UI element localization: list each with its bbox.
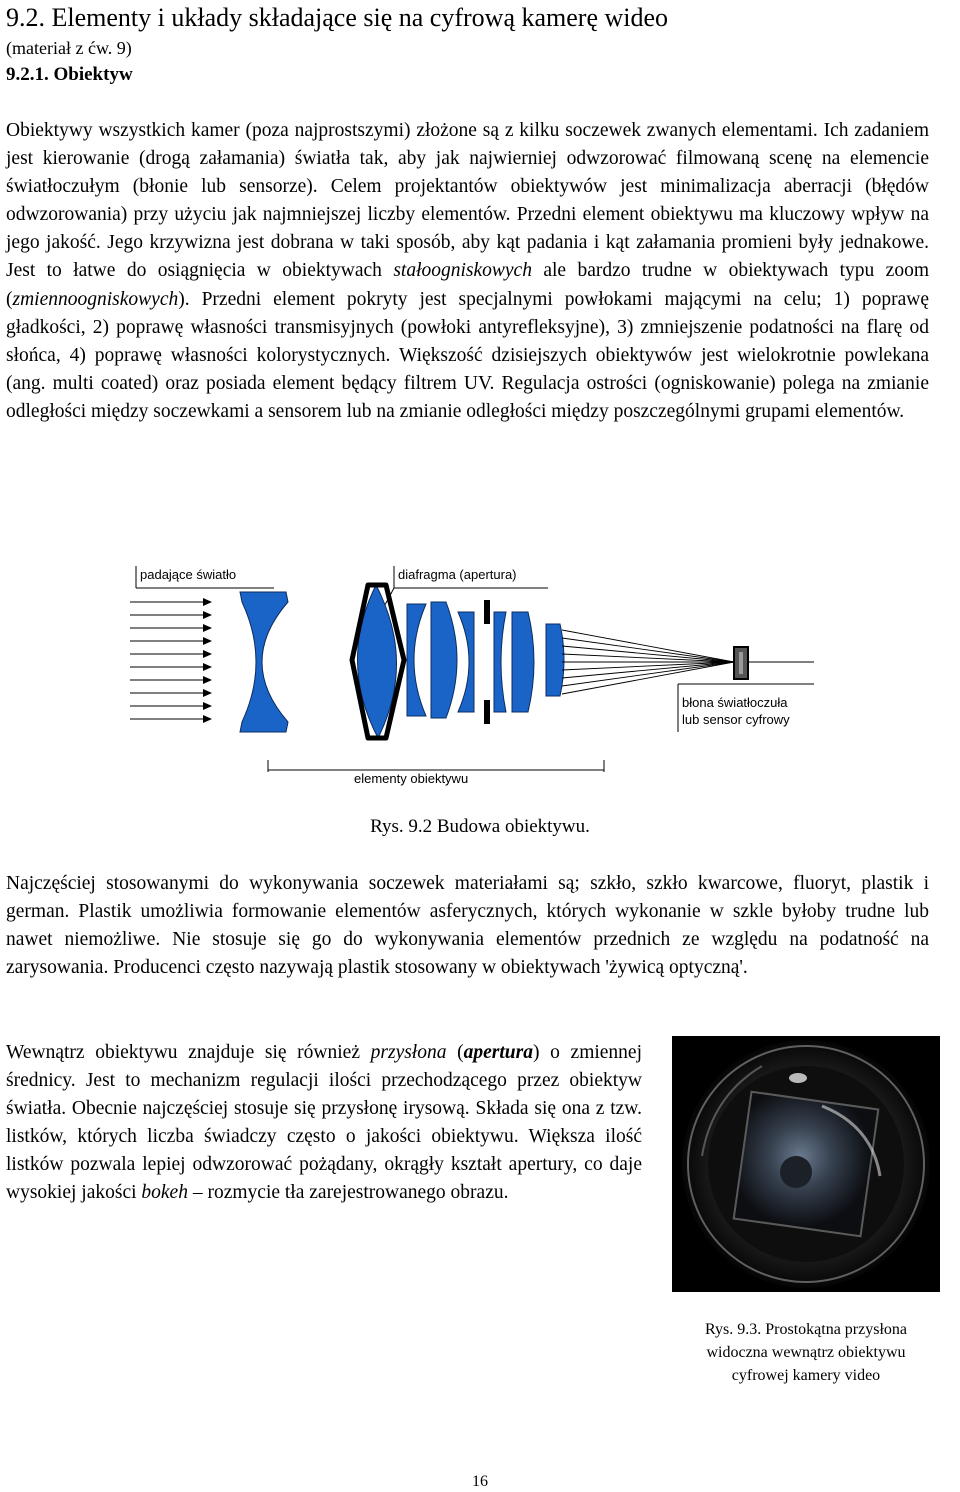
lens-element (494, 612, 506, 712)
label-aperture: diafragma (apertura) (398, 567, 517, 582)
paragraph-text: ale bardzo trudne w obiektywach typu zoom ( (6, 260, 929, 310)
lens-element (546, 624, 564, 696)
aperture-photo (672, 1036, 940, 1292)
section-heading: 9.2.1. Obiektyw (6, 64, 133, 85)
figure-caption: Rys. 9.2 Budowa obiektywu. (370, 816, 590, 837)
label-sensor: lub sensor cyfrowy (682, 712, 790, 727)
paragraph-text: Obiektywy wszystkich kamer (poza najprostszymi) złożone są z kilku soczewek zwanych elementami. Ich zadaniem jest kierowanie (drogą załamania) światła tak, aby jak najwierniej odwzorować filmowaną scenę na elemencie światłoczułym (błonie lub sensorze). Celem projektantów obiektywów jest minimalizacja aberracji (błędów odwzorowania) przy użyciu jak najmniejszej liczby elementów. Przedni element obiektywu ma kluczowy wpływ na jego jakość. Jego krzywizna jest dobrana w taki sposób, aby kąt padania i kąt załamania promieni były jednakowe. Jest to łatwe do osiągnięcia w obiektywach (6, 120, 929, 282)
photo-caption (662, 1318, 950, 1387)
page-subtitle: (materiał z ćw. 9) (6, 38, 132, 58)
label-lens-elements: elementy obiektywu (354, 771, 469, 786)
photo-caption-line: widoczna wewnątrz obiektywu (706, 1344, 906, 1361)
lens-element (407, 604, 426, 716)
label-incoming-light: padające światło (140, 567, 237, 582)
bold-italic-term: apertura (463, 1042, 533, 1063)
front-lens (240, 592, 288, 732)
label-sensor: błona światłoczuła (682, 695, 788, 710)
paragraph-text: ). Przedni element pokryty jest specjalnymi powłokami mającymi na celu; 1) poprawę gładkości, 2) poprawę własności transmisyjnych (powłoki antyrefleksyjne), 3) zmniejszenie podatności na flarę od słońca, 4) poprawę własności kolorystycznych. Większość dzisiejszych obiektywów jest wielokrotnie powlekana (ang. multi coated) oraz posiada element będący filtrem UV. Regulacja ostrości (ogniskowanie) polega na zmianie odległości między soczewkami a sensorem lub na zmianie odległości między poszczególnymi grupami elementów. (6, 288, 929, 422)
aperture-blades (484, 600, 490, 724)
sensor-surface (739, 652, 743, 674)
incoming-light-arrows (130, 598, 212, 723)
italic-term: przysłona (370, 1042, 447, 1063)
italic-term: zmiennoogniskowych (12, 288, 179, 310)
lens-element (512, 612, 534, 712)
photo-caption-line: cyfrowej kamery video (731, 1367, 881, 1384)
page-number: 16 (472, 1473, 488, 1490)
paragraph-lens-intro (6, 117, 929, 426)
paragraph-lens-materials: Najczęściej stosowanymi do wykonywania soczewek materiałami są; szkło, szkło kwarcowe, fluoryt, plastik i german. Plastik umożliwia formowanie elementów asferycznych, których wykonanie w szkle byłoby trudne lub nawet niemożliwe. Nie stosuje się go do wykonywania elementów przednich ze względu na podatność na zarysowania. Producenci często nazywają plastik stosowany w obiektywach 'żywicą optyczną'. (6, 873, 929, 979)
italic-term: bokeh (141, 1182, 188, 1204)
paragraph-text: Wewnątrz obiektywu znajduje się również (6, 1042, 371, 1063)
paragraph-text: – rozmycie tła zarejestrowanego obrazu. (187, 1182, 509, 1204)
photo-caption-line: Rys. 9.3. Prostokątna przysłona (704, 1321, 907, 1338)
paragraph-aperture (6, 1039, 642, 1208)
page-title: 9.2. Elementy i układy składające się na cyfrową kamerę wideo (6, 3, 669, 32)
lens-element (431, 602, 457, 718)
lens-element (458, 612, 474, 712)
paragraph-text: ( (446, 1042, 464, 1063)
paragraph-text: ) o zmiennej średnicy. Jest to mechanizm regulacji ilości przechodzącego przez obiektyw światła. Obecnie najczęściej stosuje się przysłonę irysową. Składa się ona z tzw. listków, których liczba świadczy często o jakości obiektywu. Większa ilość listków pozwala lepiej odwzorować pożądany, okrągły kształt apertury, co daje wysokiej jakości (6, 1042, 643, 1204)
italic-term: stałoogniskowych (393, 260, 532, 282)
lens-diagram (128, 560, 822, 792)
